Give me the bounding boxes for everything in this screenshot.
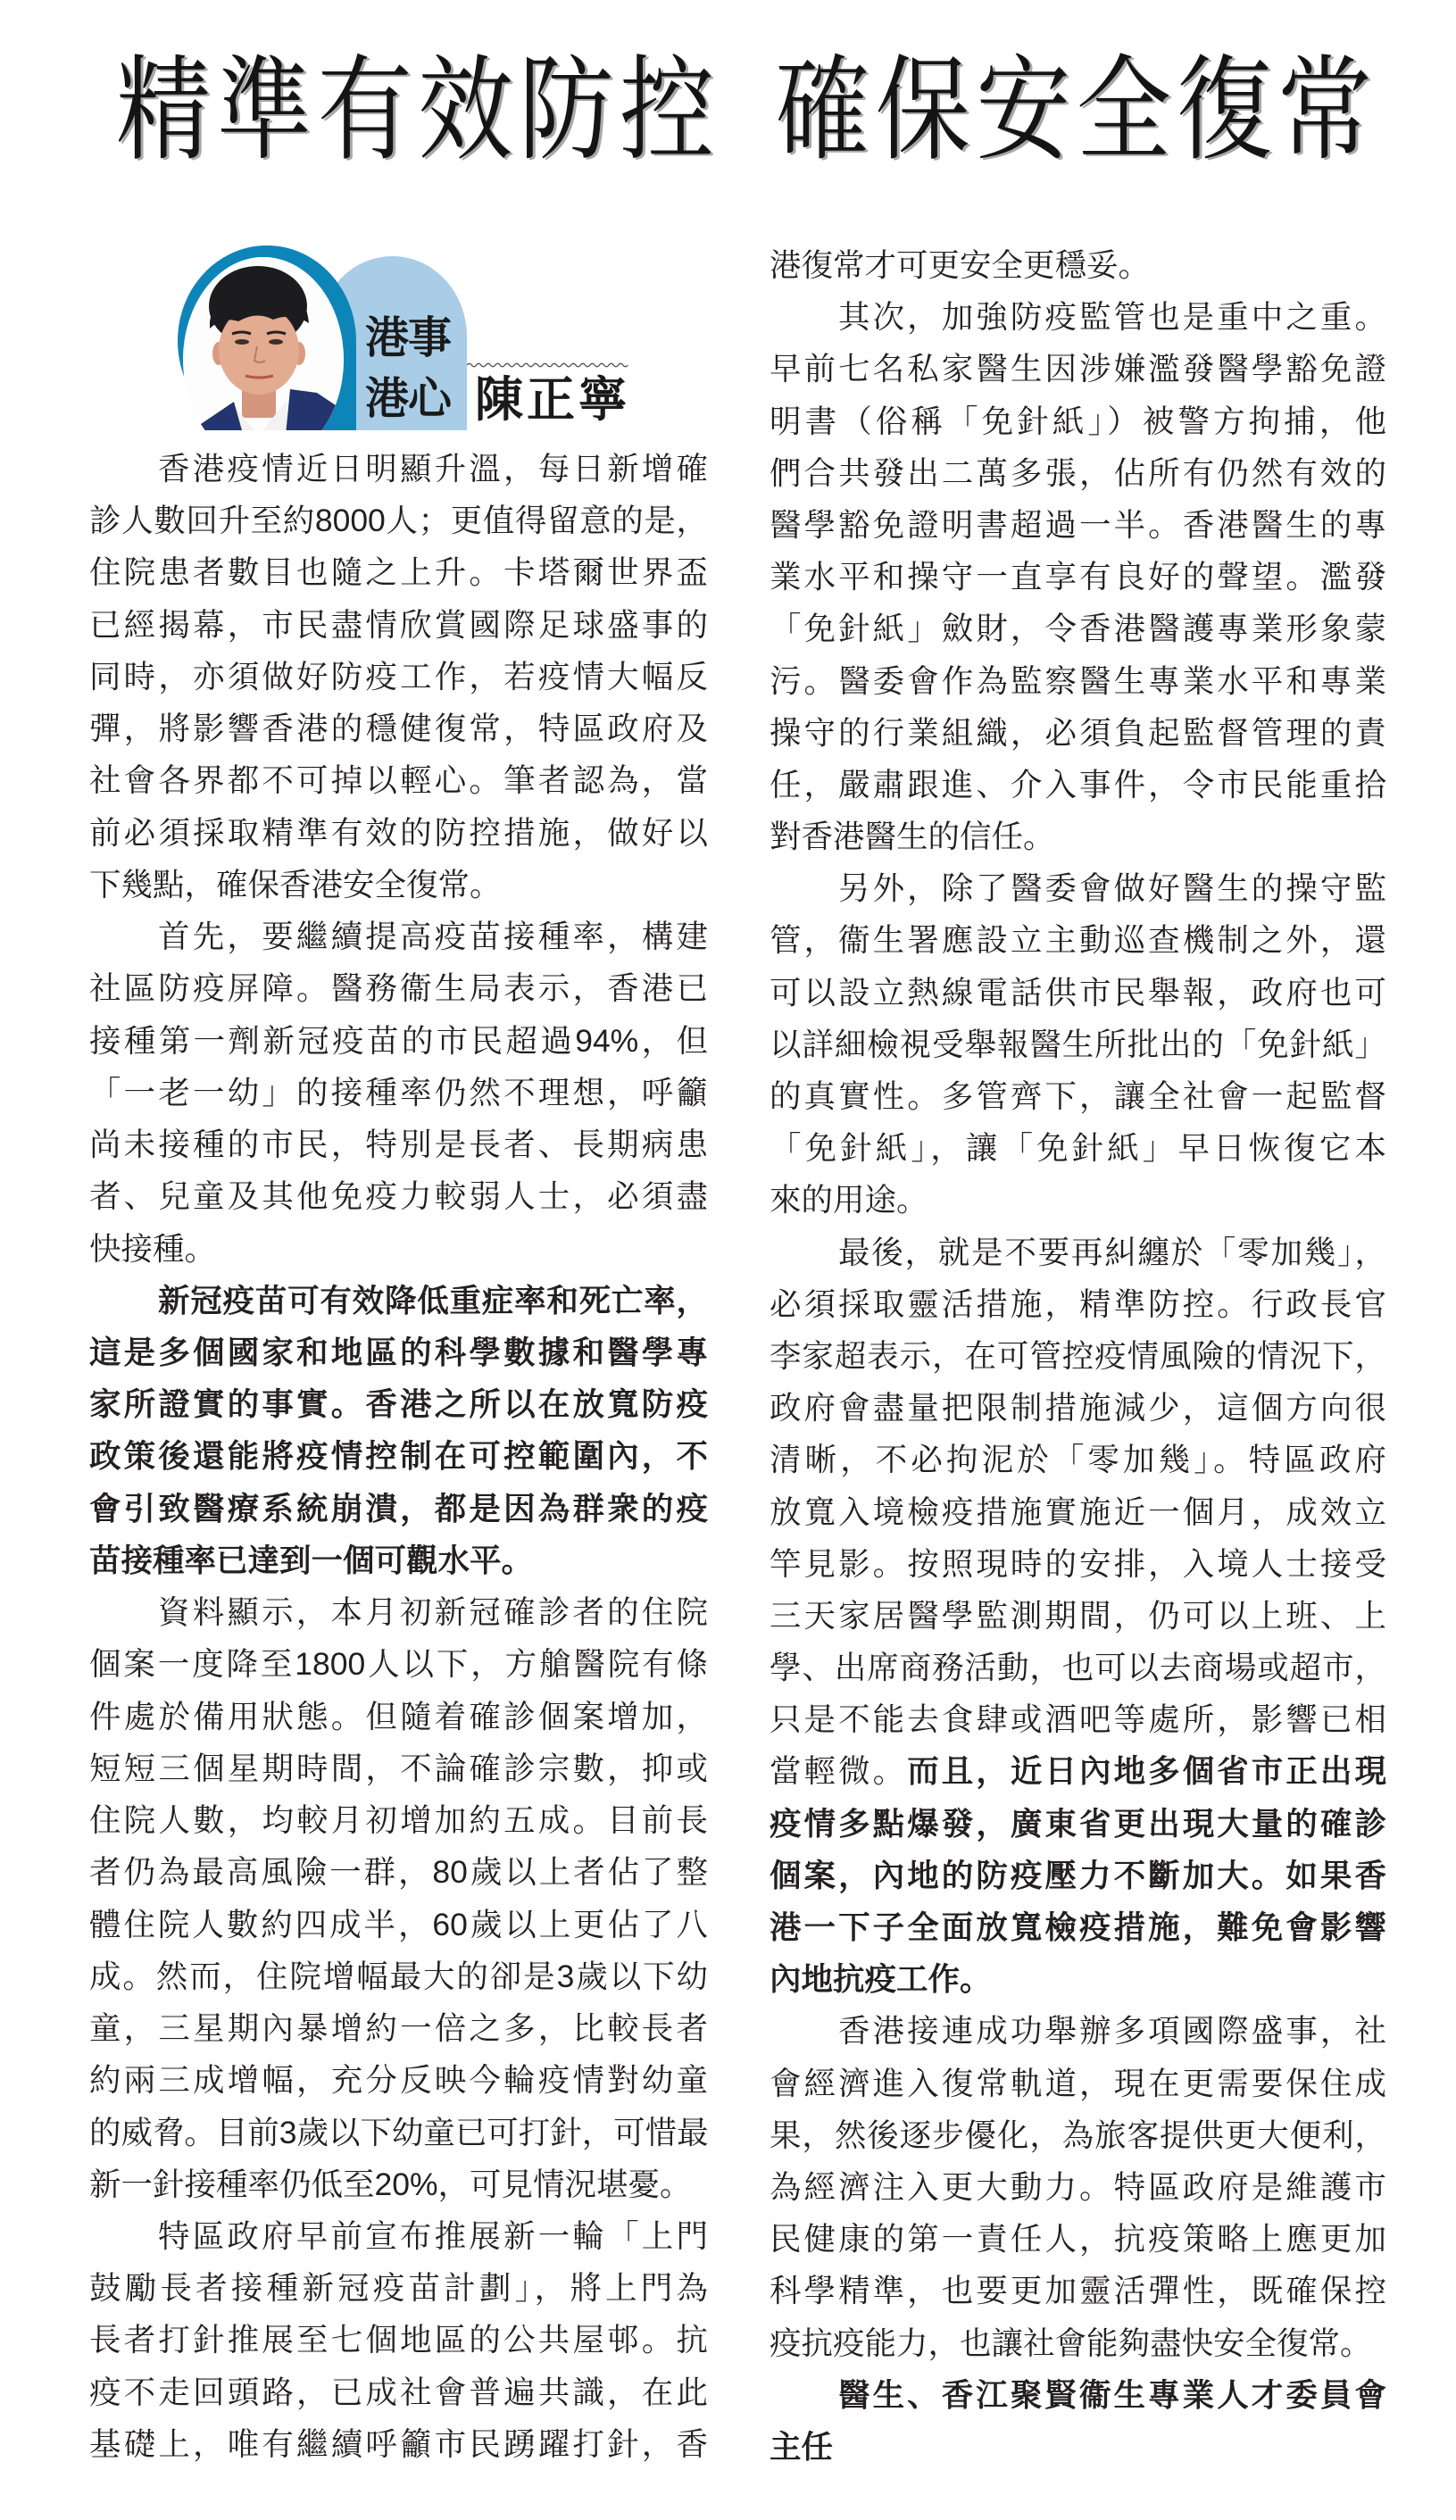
text-line: 香港接連成功舉辦多項國際盛事，社 [838,2013,1386,2050]
text-line: 者、兒童及其他免疫力較弱人士，必須盡 [89,1178,708,1215]
text-line: 社會各界都不可掉以輕心。筆者認為，當 [89,762,708,799]
headline-part-1: 精準有效防控 [116,44,714,176]
text-line: 「一老一幼」的接種率仍然不理想，呼籲 [89,1074,708,1110]
text-line: 內地抗疫工作。 [770,1961,992,1998]
paragraph-continued [770,239,1386,291]
text-line: 管，衞生署應設立主動巡查機制之外，還 [770,922,1386,959]
text-line: 清晰，不必拘泥於「零加幾」。特區政府 [770,1442,1386,1478]
paragraph [770,862,1386,1226]
text-line: 只是不能去食肆或酒吧等處所，影響已相 [770,1701,1386,1738]
text-line: 已經揭幕，市民盡情欣賞國際足球盛事的 [89,606,708,643]
wavy-divider-icon [467,361,629,370]
author-credit [770,2369,1386,2473]
paragraph [770,2005,1386,2368]
text-line: 尚未接種的市民，特別是長者、長期病患 [89,1127,708,1163]
text-line: 主任 [770,2428,834,2465]
right-column [770,239,1386,2473]
text-line: 另外，除了醫委會做好醫生的操守監 [838,870,1386,907]
text-line: 成。然而，住院增幅最大的卻是3歲以下幼 [89,1958,708,1994]
text-line: 下幾點，確保香港安全復常。 [89,866,502,902]
text-line: 彈，將影響香港的穩健復常，特區政府及 [89,711,708,747]
text-line: 會引致醫療系統崩潰，都是因為群衆的疫 [89,1490,708,1526]
text-line: 短短三個星期時間，不論確診宗數，抑或 [89,1750,708,1786]
text-line: 「免針紙」斂財，令香港醫護專業形象蒙 [770,611,1386,647]
text-line: 社區防疫屏障。醫務衞生局表示，香港已 [89,970,708,1007]
column-series-label-line-2: 港心 [365,372,452,424]
text-line: 同時，亦須做好防疫工作，若疫情大幅反 [89,658,708,694]
text-line: 的真實性。多管齊下，讓全社會一起監督 [770,1078,1386,1114]
text-line: 以詳細檢視受舉報醫生所批出的「免針紙」 [770,1026,1386,1062]
text-line: 最後，就是不要再糾纏於「零加幾」， [838,1234,1386,1270]
author-name: 陳正寧 [475,370,630,428]
text-line: 污。醫委會作為監察醫生專業水平和專業 [770,662,1386,699]
text-line: 科學精準，也要更加靈活彈性，既確保控 [770,2273,1386,2309]
text-line: 其次，加強防疫監管也是重中之重。 [838,299,1386,336]
text-line: 來的用途。 [770,1182,928,1218]
text-line: 放寬入境檢疫措施實施近一個月，成效立 [770,1493,1386,1530]
headline-part-2: 確保安全復常 [775,44,1372,176]
text-line: 學、出席商務活動，也可以去商場或超市， [770,1650,1386,1686]
text-line: 苗接種率已達到一個可觀水平。 [89,1542,534,1578]
text-line: 早前七名私家醫生因涉嫌濫發醫學豁免證 [770,351,1386,387]
text-line: 家所證實的事實。香港之所以在放寬防疫 [89,1386,708,1423]
text-line: 香港疫情近日明顯升溫，每日新增確 [158,451,708,487]
text-line: 接種第一劑新冠疫苗的市民超過94%，但 [89,1022,708,1059]
text-line: 必須採取靈活措施，精準防控。行政長官 [770,1285,1386,1322]
paragraph [770,291,1386,862]
text-line: 民健康的第一責任人，抗疫策略上應更加 [770,2221,1386,2258]
text-line: 為經濟注入更大動力。特區政府是維護市 [770,2168,1386,2205]
text-line: 快接種。 [89,1230,217,1267]
left-column [89,443,708,2470]
text-line: 竿見影。按照現時的安排，入境人士接受 [770,1545,1386,1582]
text-line: 們合共發出二萬多張，佔所有仍然有效的 [770,454,1386,491]
text-line: 疫情多點爆發，廣東省更出現大量的確診 [770,1805,1386,1842]
text-line: 個案一度降至1800人以下，方艙醫院有條 [89,1646,708,1683]
text-line: 特區政府早前宣布推展新一輪「上門 [158,2217,708,2254]
text-line: 基礎上，唯有繼續呼籲市民踴躍打針，香 [89,2425,708,2462]
text-line: 件處於備用狀態。但隨着確診個案增加， [89,1698,708,1734]
text-line: 可以設立熱線電話供市民舉報，政府也可 [770,974,1386,1010]
text-line: 前必須採取精準有效的防控措施，做好以 [89,814,708,851]
text-line: 者仍為最高風險一群，80歲以上者佔了整 [89,1854,708,1891]
text-line: 三天家居醫學監測期間，仍可以上班、上 [770,1597,1386,1634]
paragraph [89,1586,708,2210]
text-line: 這是多個國家和地區的科學數據和醫學專 [89,1334,708,1370]
text-line: 新冠疫苗可有效降低重症率和死亡率， [158,1282,708,1318]
text-line: 新一針接種率仍低至20%，可見情況堪憂。 [89,2166,692,2202]
text-line: 童，三星期內暴增約一倍之多，比較長者 [89,2010,708,2047]
text-line: 明書（俗稱「免針紙」）被警方拘捕，他 [770,403,1386,439]
text-line: 政府會盡量把限制措施減少，這個方向很 [770,1390,1386,1426]
text-line: 果，然後逐步優化，為旅客提供更大便利， [770,2117,1386,2153]
text-line: 資料顯示，本月初新冠確診者的住院 [158,1594,708,1631]
text-line: 政策後還能將疫情控制在可控範圍內，不 [89,1438,708,1475]
text-line: 住院人數，均較月初增加約五成。目前長 [89,1802,708,1839]
text-line: 長者打針推展至七個地區的公共屋邨。抗 [89,2322,708,2358]
text-line: 會經濟進入復常軌道，現在更需要保住成 [770,2065,1386,2101]
text-run-regular: 當輕微。 [770,1753,908,1790]
paragraph [89,443,708,911]
text-line: 診人數回升至約8000人；更值得留意的是， [89,503,708,539]
text-line: 首先，要繼續提高疫苗接種率，構建 [158,919,708,955]
text-line: 李家超表示，在可管控疫情風險的情況下， [770,1337,1386,1374]
text-run-bold: 而且，近日內地多個省市正出現 [907,1753,1386,1790]
text-line: 醫學豁免證明書超過一半。香港醫生的專 [770,506,1386,543]
text-line: 港一下子全面放寬檢疫措施，難免會影響 [770,1909,1386,1945]
text-line: 個案，內地的防疫壓力不斷加大。如果香 [770,1857,1386,1893]
text-line: 鼓勵長者接種新冠疫苗計劃」，將上門為 [89,2270,708,2307]
column-byline [170,232,652,430]
text-line: 疫抗疫能力，也讓社會能夠盡快安全復常。 [770,2325,1372,2361]
text-line: 對香港醫生的信任。 [770,819,1055,855]
paragraph [89,911,708,1275]
paragraph-bold [89,1275,708,1586]
column-series-label-line-1: 港事 [365,312,452,363]
text-line: 疫不走回頭路，已成社會普遍共識，在此 [89,2374,708,2410]
text-line: 醫生、香江聚賢衞生專業人才委員會 [838,2376,1386,2413]
text-line-mixed [770,1745,1386,1797]
paragraph [770,1227,1386,2006]
text-line: 業水平和操守一直享有良好的聲望。濫發 [770,559,1386,595]
paragraph [89,2210,708,2470]
text-line: 約兩三成增幅，充分反映今輪疫情對幼童 [89,2062,708,2099]
text-line: 任，嚴肅跟進、介入事件，令市民能重拾 [770,766,1386,803]
text-line: 的威脅。目前3歲以下幼童已可打針，可惜最 [89,2114,708,2150]
text-line: 操守的行業組織，必須負起監督管理的責 [770,714,1386,751]
text-line: 住院患者數目也隨之上升。卡塔爾世界盃 [89,554,708,591]
text-line: 港復常才可更安全更穩妥。 [770,247,1151,283]
text-line: 「免針紙」，讓「免針紙」早日恢復它本 [770,1130,1386,1167]
text-line: 體住院人數約四成半，60歲以上更佔了八 [89,1906,708,1942]
